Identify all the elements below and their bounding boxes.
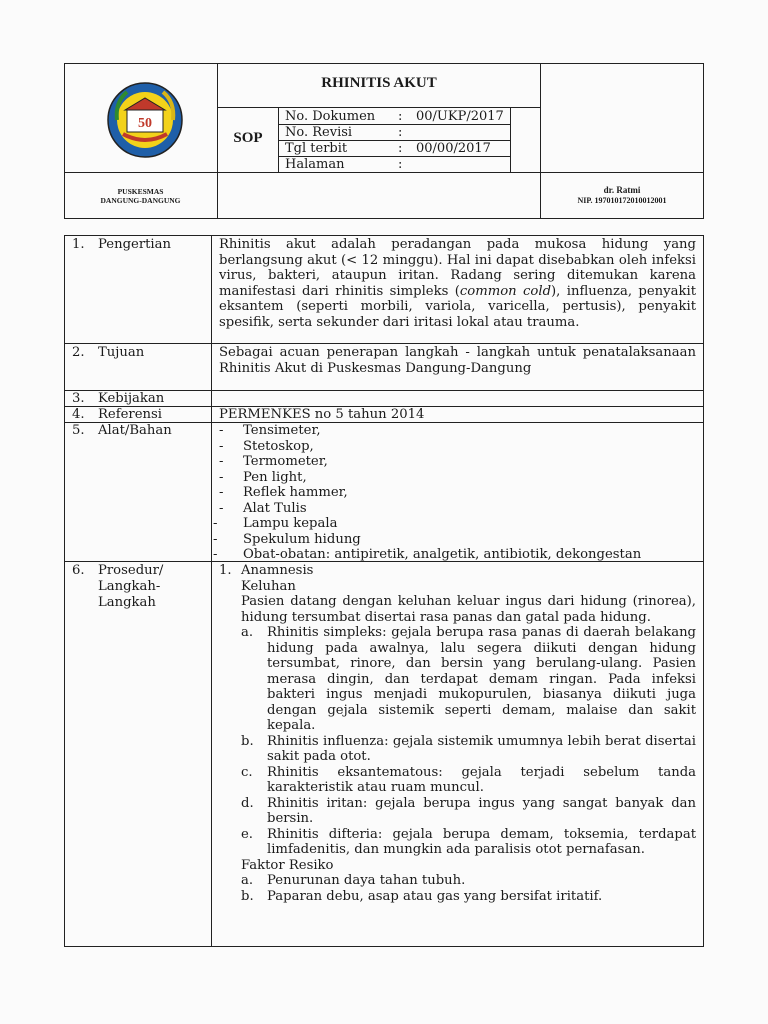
meta-label-dokumen: No. Dokumen	[285, 109, 376, 124]
signer-name: dr. Ratmi	[603, 185, 641, 195]
meta-sep: :	[398, 157, 403, 172]
row-number: 5.	[72, 423, 85, 438]
list-item: - Pen light,	[219, 469, 307, 485]
list-item: b. Paparan debu, asap atau gas yang bersifat iritatif.	[241, 888, 603, 904]
list-item: - Spekulum hidung	[213, 531, 361, 547]
meta-sep: :	[398, 125, 403, 140]
alat-bahan-list	[213, 423, 696, 563]
org-name-line2: DANGUNG-DANGUNG	[100, 196, 181, 205]
meta-value-terbit: 00/00/2017	[416, 141, 491, 156]
meta-label-halaman: Halaman	[285, 157, 345, 172]
list-item: - Obat-obatan: antipiretik, analgetik, antibiotik, dekongestan	[213, 547, 642, 562]
document-title: RHINITIS AKUT	[321, 75, 437, 91]
list-item: - Stetoskop,	[219, 438, 314, 454]
subheading-keluhan: Keluhan	[241, 578, 296, 594]
row-number: 3.	[72, 391, 85, 406]
referensi-text: PERMENKES no 5 tahun 2014	[219, 407, 425, 422]
row-label-alat-bahan: Alat/Bahan	[98, 423, 172, 438]
row-label-kebijakan: Kebijakan	[98, 391, 165, 406]
meta-value-dokumen: 00/UKP/2017	[416, 109, 504, 124]
org-name-line1: PUSKESMAS	[117, 187, 164, 196]
row-label-pengertian: Pengertian	[98, 237, 172, 252]
row-number: 2.	[72, 345, 85, 360]
keluhan-intro: Pasien datang dengan keluhan keluar ingus dari hidung (rinorea), hidung tersumbat disertai rasa panas dan gatal pada hidung.	[241, 594, 696, 625]
list-item: - Alat Tulis	[219, 500, 307, 516]
prosedur-content	[219, 563, 696, 904]
pengertian-text: Rhinitis akut adalah peradangan pada mukosa hidung yang berlangsung akut (< 12 minggu). Hal ini dapat disebabkan oleh infeksi virus, bakteri, ataupun iritan. Radang sering ditemukan karena manifestasi dari rhinitis simpleks (common cold), influenza, penyakit eksantem (seperti morbili, variola, varicella, pertusis), penyakit spesifik, serta sekunder dari iritasi lokal atau trauma.	[219, 237, 696, 330]
list-item: - Tensimeter,	[219, 423, 321, 438]
list-item: - Lampu kepala	[213, 516, 338, 531]
row-label-prosedur: Langkah-	[98, 579, 161, 594]
row-number: 6.	[72, 563, 85, 578]
step-number: 1.	[219, 563, 232, 578]
list-item: b. Rhinitis influenza: gejala sistemik umumnya lebih berat disertai sakit pada otot.	[241, 733, 696, 764]
row-number: 4.	[72, 407, 85, 422]
tujuan-text: Sebagai acuan penerapan langkah - langkah untuk penatalaksanaan Rhinitis Akut di Puskesmas Dangung-Dangung	[219, 345, 696, 376]
meta-label-terbit: Tgl terbit	[285, 141, 348, 156]
row-label-prosedur: Prosedur/	[98, 563, 164, 578]
list-item: - Termometer,	[219, 454, 328, 469]
list-item: c. Rhinitis eksantematous: gejala terjadi sebelum tanda karakteristik atau ruam muncul.	[241, 764, 696, 795]
list-item: d. Rhinitis iritan: gejala berupa ingus yang sangat banyak dan bersin.	[241, 795, 696, 826]
row-label-tujuan: Tujuan	[98, 345, 145, 360]
subheading-faktor-resiko: Faktor Resiko	[241, 857, 334, 873]
meta-sep: :	[398, 109, 403, 124]
signer-nip: NIP. 197010172010012001	[577, 196, 667, 205]
step-title: Anamnesis	[241, 563, 314, 578]
row-number: 1.	[72, 237, 85, 252]
list-item: a. Penurunan daya tahan tubuh.	[241, 873, 466, 888]
meta-label-revisi: No. Revisi	[285, 125, 353, 140]
list-item: e. Rhinitis difteria: gejala berupa demam, toksemia, terdapat limfadenitis, dan mungkin ada paralisis otot pernafasan.	[241, 826, 696, 857]
sop-label: SOP	[233, 130, 263, 146]
row-label-referensi: Referensi	[98, 407, 163, 422]
puskesmas-logo	[105, 80, 185, 160]
list-item: - Reflek hammer,	[219, 485, 348, 500]
list-item: a. Rhinitis simpleks: gejala berupa rasa panas di daerah belakang hidung pada awalnya, lalu segera diikuti dengan hidung tersumbat, rinore, dan bersin yang berulang-ulang. Pasien merasa dingin, dan terdapat demam ringan. Pada infeksi bakteri ingus menjadi mukopurulen, biasanya diikuti juga dengan gejala sistemik seperti demam, malaise dan sakit kepala.	[241, 625, 696, 733]
logo-number: 50	[138, 116, 152, 131]
meta-sep: :	[398, 141, 403, 156]
row-label-prosedur: Langkah	[98, 595, 156, 610]
